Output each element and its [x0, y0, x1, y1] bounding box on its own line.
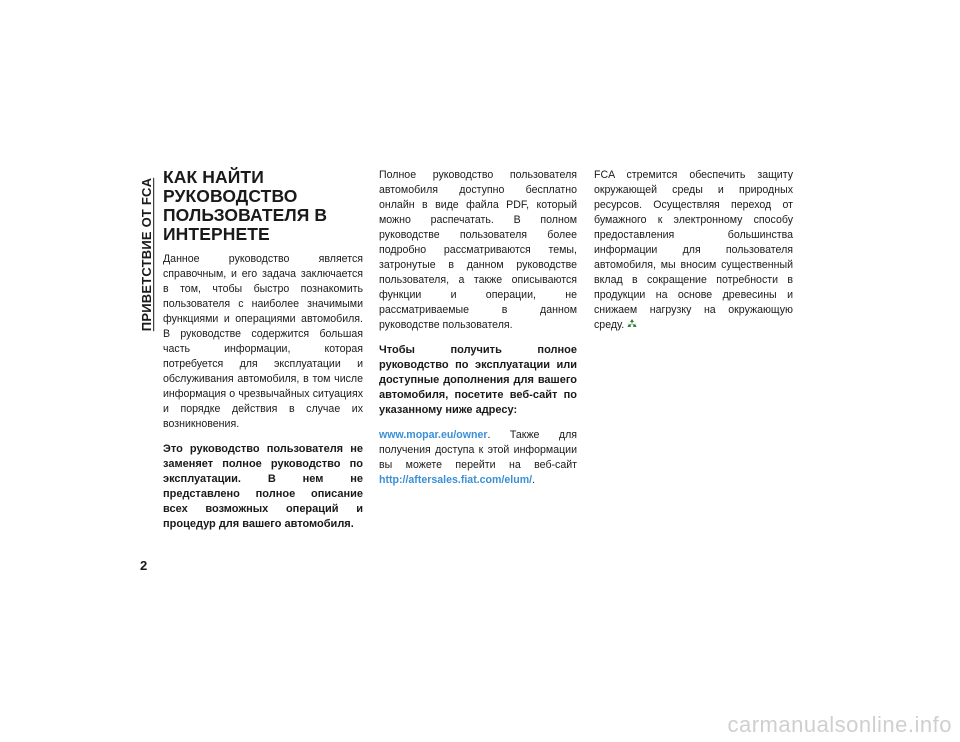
mopar-link[interactable]: www.mopar.eu/owner	[379, 429, 488, 441]
watermark: carmanualsonline.info	[727, 712, 952, 737]
online-manual-paragraph: Полное руководство пользователя автомобиля доступно бесплатно онлайн в виде файла PDF, который можно распечатать. В полном руководстве пользователя более подробно рассматриваются темы, затронутые в данном руководстве пользователя, а также описываются функции и операции, не рассматриваемые в данном руководстве пользователя.	[379, 169, 577, 331]
aftersales-link[interactable]: http://aftersales.fiat.com/elum/	[379, 474, 533, 486]
page-title: КАК НАЙТИ РУКОВОДСТВО ПОЛЬЗОВАТЕЛЯ В ИНТЕРНЕТЕ	[163, 167, 328, 244]
intro-paragraph: Данное руководство является справочным, и его задача заключается в том, чтобы быстро познакомить пользователя с наиболее значимыми функциями и операциями автомобиля. В руководстве содержится большая часть информации, которая потребуется для эксплуатации и обслуживания автомобиля, в том числе информация о чрезвычайных ситуациях и порядке действия в случае их возникновения.	[163, 253, 363, 430]
column-1	[163, 168, 363, 542]
links-paragraph-text: . Также для получения доступа к этой информации вы можете перейти на веб-сайт	[379, 429, 577, 471]
environment-paragraph	[594, 168, 793, 333]
column-2	[379, 168, 577, 498]
links-paragraph-end: .	[532, 474, 536, 486]
environment-paragraph-text: FCA стремится обеспечить защиту окружающей среды и природных ресурсов. Осуществляя переход от бумажного к электронному способу предоставления большинства информации для пользователя автомобиля, мы вносим существенный вклад в сокращение потребности в продукции на основе древесины и снижаем нагрузку на окружающую среду.	[594, 169, 793, 331]
column-3	[594, 168, 793, 343]
links-paragraph	[379, 428, 577, 488]
recycle-leaf-icon	[626, 318, 638, 330]
page-number: 2	[140, 558, 148, 573]
section-side-title-text: ПРИВЕТСТВИЕ ОТ FCA	[139, 177, 155, 331]
section-side-title	[137, 174, 157, 334]
get-manual-paragraph: Чтобы получить полное руководство по эксплуатации или доступные дополнения для вашего автомобиля, посетите веб-сайт по указанному ниже адресу:	[379, 344, 577, 416]
warning-paragraph: Это руководство пользователя не заменяет полное руководство по эксплуатации. В нем не представлено полное описание всех возможных операций и процедур для вашего автомобиля.	[163, 443, 363, 530]
